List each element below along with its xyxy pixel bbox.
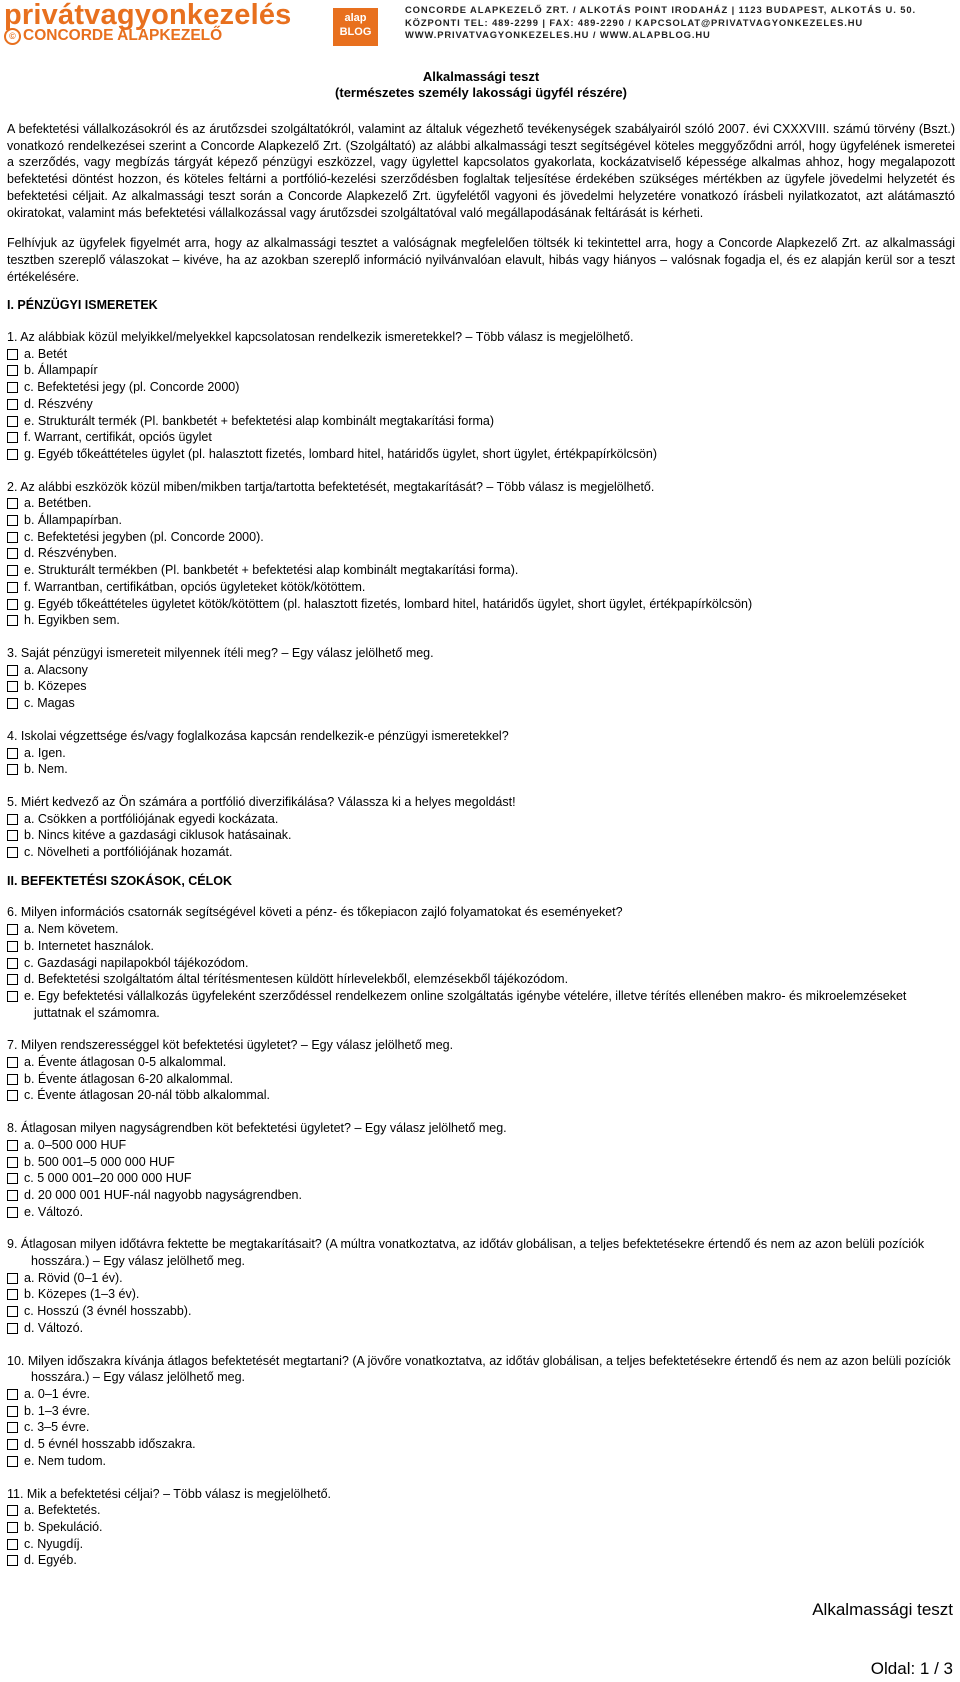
answer-option[interactable] [7, 1419, 955, 1436]
checkbox[interactable] [7, 830, 18, 841]
answer-label: e. Változó. [24, 1204, 84, 1219]
answer-option[interactable] [7, 1170, 955, 1187]
checkbox[interactable] [7, 1289, 18, 1300]
answer-option[interactable] [7, 1403, 955, 1420]
checkbox[interactable] [7, 1406, 18, 1417]
answer-option[interactable] [7, 1552, 955, 1569]
answer-label: f. Warrantban, certifikátban, opciós ügyleteket kötök/kötöttem. [24, 579, 366, 594]
checkbox[interactable] [7, 432, 18, 443]
answer-option[interactable] [7, 938, 955, 955]
answer-label: a. Betét [24, 346, 68, 361]
answer-label: b. Közepes [24, 679, 87, 694]
answer-option[interactable] [7, 1436, 955, 1453]
checkbox[interactable] [7, 365, 18, 376]
answer-label: b. Internetet használok. [24, 938, 154, 953]
answer-label: c. Befektetési jegy (pl. Concorde 2000) [24, 380, 240, 395]
answer-option[interactable] [7, 1137, 955, 1154]
answer-option[interactable] [7, 662, 955, 679]
question-text: 11. Mik a befektetési céljai? – Több válasz is megjelölhető. [7, 1486, 332, 1501]
answer-option[interactable] [7, 429, 955, 446]
intro-paragraph: A befektetési vállalkozásokról és az árutőzsdei szolgáltatókról, valamint az általuk végezhető tevékenységek szabályairól szóló 2007. évi CXXXVIII. számú törvény (Bszt.) vonatkozó rendelkezései szerint a Concorde Alapkezelő Zrt. (Szolgáltató) az alábbi alkalmassági teszt segítségével köteles meggyőződni arról, hogy ügyfelének ismeretei a szerződés, vagy megbízás tárgyát képező pénzügyi eszközzel, vagy ügylettel kapcsolatos gyakorlata, kockázatviselő képessége alkalmas ahhoz, hogy megalapozott befektetési döntést hozzon, és köteles feltárni a portfólió-kezelési szerződésben foglaltak teljesítése érdekében szükséges mértékben az ügyfele jövedelmi helyzetét és befektetési céljait. Az alkalmassági teszt során a Concorde Alapkezelő Zrt. ügyfelétől vagyoni és jövedelmi helyzetére vonatkozó írásbeli nyilatkozatot, azt alátámasztó okiratokat, valamint más befektetési vállalkozással vagy árutőzsdei szolgáltatóval való megállapodásának feltárását is kérheti. [7, 122, 955, 220]
question-text: 9. Átlagosan milyen időtávra fektette be megtakarításait? (A múltra vonatkoztatva, az időtáv globálisan, a teljes befektetésekre értendő és nem az azon belüli pozíciók hosszára.) – Egy válasz jelölhető meg. [7, 1237, 925, 1269]
question-q1 [7, 329, 955, 463]
answer-option[interactable] [7, 1519, 955, 1536]
logo-privatvagyonkezeles: privátvagyonkezelés [4, 0, 292, 31]
answer-label: b. Évente átlagosan 6-20 alkalommal. [24, 1071, 234, 1086]
answer-option[interactable] [7, 1536, 955, 1553]
answer-label: c. Gazdasági napilapokból tájékozódom. [24, 955, 249, 970]
answer-option[interactable] [7, 678, 955, 695]
answer-option[interactable] [7, 1054, 955, 1071]
address-line: CONCORDE ALAPKEZELŐ ZRT. / ALKOTÁS POINT IRODAHÁZ | 1123 BUDAPEST, ALKOTÁS U. 50. [405, 4, 916, 15]
answer-option[interactable] [7, 1154, 955, 1171]
answer-option[interactable] [7, 971, 955, 988]
checkbox[interactable] [7, 1439, 18, 1450]
document-subtitle: (természetes személy lakossági ügyfél részére) [335, 85, 627, 100]
checkbox[interactable] [7, 748, 18, 759]
document-title: Alkalmassági teszt [422, 69, 540, 84]
question-text: 5. Miért kedvező az Ön számára a portfólió diverzifikálása? Válassza ki a helyes megoldást! [7, 794, 516, 809]
answer-option[interactable] [7, 1453, 955, 1470]
checkbox[interactable] [7, 974, 18, 985]
question-q7 [7, 1037, 955, 1104]
question-text: 1. Az alábbiak közül melyikkel/melyekkel kapcsolatosan rendelkezik ismeretekkel? – Több válasz is megjelölhető. [7, 330, 634, 345]
answer-option[interactable] [7, 1204, 955, 1221]
answer-label: a. Alacsony [24, 662, 88, 677]
answer-label: d. Részvény [24, 396, 93, 411]
answer-label: c. Növelheti a portfóliójának hozamát. [24, 845, 233, 860]
answer-option[interactable] [7, 811, 955, 828]
company-address [405, 4, 916, 42]
answer-option[interactable] [7, 446, 955, 463]
answer-option[interactable] [7, 596, 955, 613]
checkbox[interactable] [7, 681, 18, 692]
letterhead [0, 0, 960, 50]
checkbox[interactable] [7, 991, 18, 1002]
answer-option[interactable] [7, 988, 955, 1021]
checkbox[interactable] [7, 1456, 18, 1467]
checkbox[interactable] [7, 941, 18, 952]
question-q2 [7, 479, 955, 629]
checkbox[interactable] [7, 599, 18, 610]
checkbox[interactable] [7, 515, 18, 526]
answer-label: c. 5 000 001–20 000 000 HUF [24, 1171, 192, 1186]
question-text: 3. Saját pénzügyi ismereteit milyennek ítéli meg? – Egy válasz jelölhető meg. [7, 645, 434, 660]
checkbox[interactable] [7, 1157, 18, 1168]
checkbox[interactable] [7, 1323, 18, 1334]
answer-label: f. Warrant, certifikát, opciós ügylet [24, 430, 212, 445]
answer-label: a. Rövid (0–1 év). [24, 1270, 123, 1285]
answer-label: d. 5 évnél hosszabb időszakra. [24, 1437, 196, 1452]
answer-label: c. Nyugdíj. [24, 1536, 84, 1551]
answer-option[interactable] [7, 745, 955, 762]
answer-option[interactable] [7, 761, 955, 778]
checkbox[interactable] [7, 565, 18, 576]
checkbox[interactable] [7, 615, 18, 626]
answer-label: c. Befektetési jegyben (pl. Concorde 2000). [24, 529, 264, 544]
answer-label: c. 3–5 évre. [24, 1420, 90, 1435]
checkbox[interactable] [7, 1306, 18, 1317]
checkbox[interactable] [7, 1539, 18, 1550]
answer-label: d. Változó. [24, 1320, 84, 1335]
checkbox[interactable] [7, 548, 18, 559]
answer-label: g. Egyéb tőkeáttételes ügyletet kötök/kötöttem (pl. halasztott fizetés, lombard hitel, határidős ügylet, short ügylet, értékpapírkölcsön) [24, 596, 753, 611]
section-heading-1: I. PÉNZÜGYI ISMERETEK [7, 298, 158, 313]
answer-option[interactable] [7, 1320, 955, 1337]
question-text: 10. Milyen időszakra kívánja átlagos befektetését megtartani? (A jövőre vonatkoztatva, az időtáv globálisan, a teljes befektetésekre értendő és nem az azon belüli pozíciók hosszára.) – Egy válasz jelölhető meg. [7, 1353, 951, 1385]
answer-label: b. Spekuláció. [24, 1519, 103, 1534]
answer-label: c. Magas [24, 696, 75, 711]
answer-label: b. Nincs kitéve a gazdasági ciklusok hatásainak. [24, 828, 292, 843]
contact-line: KÖZPONTI TEL: 489-2299 | FAX: 489-2290 / KAPCSOLAT@PRIVATVAGYONKEZELES.HU [405, 16, 864, 28]
answer-option[interactable] [7, 396, 955, 413]
answer-option[interactable] [7, 695, 955, 712]
answer-option[interactable] [7, 562, 955, 579]
answer-option[interactable] [7, 1087, 955, 1104]
question-text: 8. Átlagosan milyen nagyságrendben köt befektetési ügyletet? – Egy válasz jelölhető meg. [7, 1121, 507, 1136]
checkbox[interactable] [7, 958, 18, 969]
checkbox[interactable] [7, 1074, 18, 1085]
checkbox[interactable] [7, 399, 18, 410]
alapblog-logo [333, 8, 378, 46]
checkbox[interactable] [7, 1505, 18, 1516]
answer-option[interactable] [7, 379, 955, 396]
answer-option[interactable] [7, 362, 955, 379]
checkbox[interactable] [7, 582, 18, 593]
footer-title: Alkalmassági teszt [812, 1600, 953, 1619]
answer-option[interactable] [7, 579, 955, 596]
checkbox[interactable] [7, 698, 18, 709]
answer-option[interactable] [7, 1071, 955, 1088]
answer-label: d. Befektetési szolgáltatóm által térítésmentesen küldött hírlevelekből, elemzésekből tájékozódom. [24, 972, 569, 987]
answer-option[interactable] [7, 495, 955, 512]
answer-option[interactable] [7, 1286, 955, 1303]
answer-label: a. Betétben. [24, 496, 92, 511]
answer-label: b. 1–3 évre. [24, 1403, 91, 1418]
answer-label: a. 0–500 000 HUF [24, 1137, 127, 1152]
answer-label: e. Nem tudom. [24, 1453, 106, 1468]
question-q11 [7, 1486, 955, 1570]
checkbox[interactable] [7, 1555, 18, 1566]
logo-concorde [4, 27, 222, 45]
alapblog-logo-line2: BLOG [339, 26, 372, 38]
checkbox[interactable] [7, 665, 18, 676]
answer-option[interactable] [7, 1270, 955, 1287]
answer-label: b. Állampapírban. [24, 513, 122, 528]
answer-option[interactable] [7, 1502, 955, 1519]
checkbox[interactable] [7, 349, 18, 360]
checkbox[interactable] [7, 1057, 18, 1068]
answer-option[interactable] [7, 413, 955, 430]
answer-label: b. Állampapír [24, 363, 98, 378]
answer-option[interactable] [7, 827, 955, 844]
question-text: 6. Milyen információs csatornák segítségével követi a pénz- és tőkepiacon zajló folyamatokat és eseményeket? [7, 905, 623, 920]
copyright-icon: © [4, 28, 21, 45]
answer-label: a. Csökken a portfóliójának egyedi kockázata. [24, 811, 279, 826]
question-text: 7. Milyen rendszerességgel köt befektetési ügyletet? – Egy válasz jelölhető meg. [7, 1038, 454, 1053]
question-q3 [7, 645, 955, 712]
checkbox[interactable] [7, 449, 18, 460]
section-heading-2: II. BEFEKTETÉSI SZOKÁSOK, CÉLOK [7, 873, 233, 888]
checkbox[interactable] [7, 1207, 18, 1218]
checkbox[interactable] [7, 1173, 18, 1184]
checkbox[interactable] [7, 814, 18, 825]
answer-label: d. 20 000 001 HUF-nál nagyobb nagyságrendben. [24, 1187, 302, 1202]
answer-label: d. Egyéb. [24, 1553, 77, 1568]
website-line: WWW.PRIVATVAGYONKEZELES.HU / WWW.ALAPBLOG.HU [405, 29, 711, 41]
checkbox[interactable] [7, 1140, 18, 1151]
answer-label: e. Strukturált termékben (Pl. bankbetét + befektetési alap kombinált megtakarítási forma). [24, 563, 519, 578]
checkbox[interactable] [7, 416, 18, 427]
answer-label: a. 0–1 évre. [24, 1387, 91, 1401]
answer-option[interactable] [7, 955, 955, 972]
answer-label: a. Évente átlagosan 0-5 alkalommal. [24, 1055, 227, 1070]
answer-option[interactable] [7, 1386, 955, 1403]
answer-label: b. Nem. [24, 762, 68, 777]
answer-label: b. Közepes (1–3 év). [24, 1287, 140, 1302]
question-q4 [7, 728, 955, 778]
alapblog-logo-line1: alap [344, 12, 367, 24]
answer-label: g. Egyéb tőkeáttételes ügylet (pl. halasztott fizetés, lombard hitel, határidős ügylet, short ügylet, értékpapírkölcsön) [24, 446, 657, 461]
answer-option[interactable] [7, 545, 955, 562]
question-q9 [7, 1236, 955, 1336]
checkbox[interactable] [7, 764, 18, 775]
answer-label: a. Befektetés. [24, 1503, 101, 1518]
answer-option[interactable] [7, 529, 955, 546]
answer-option[interactable] [7, 844, 955, 861]
answer-label: c. Évente átlagosan 20-nál több alkalommal. [24, 1088, 270, 1103]
answer-label: e. Strukturált termék (Pl. bankbetét + befektetési alap kombinált megtakarítási forma) [24, 413, 495, 428]
checkbox[interactable] [7, 498, 18, 509]
checkbox[interactable] [7, 924, 18, 935]
checkbox[interactable] [7, 382, 18, 393]
answer-option[interactable] [7, 1187, 955, 1204]
question-q8 [7, 1120, 955, 1220]
answer-label: b. 500 001–5 000 000 HUF [24, 1154, 175, 1169]
answer-label: e. Egy befektetési vállalkozás ügyfeleként szerződéssel rendelkezem online szolgáltatás igénybe vételére, illetve térítés ellenében makro- és mikroelemzéseket juttatnak el számomra. [24, 988, 907, 1020]
document-body [7, 69, 955, 1569]
answer-option[interactable] [7, 612, 955, 629]
section-2-questions [7, 904, 955, 1569]
checkbox[interactable] [7, 532, 18, 543]
answer-label: c. Hosszú (3 évnél hosszabb). [24, 1304, 192, 1319]
answer-option[interactable] [7, 1303, 955, 1320]
checkbox[interactable] [7, 847, 18, 858]
answer-label: h. Egyikben sem. [24, 613, 120, 628]
checkbox[interactable] [7, 1273, 18, 1284]
notice-paragraph: Felhívjuk az ügyfelek figyelmét arra, hogy az alkalmassági tesztet a valóságnak megfelelően töltsék ki tekintettel arra, hogy a Concorde Alapkezelő Zrt. az alkalmassági tesztben szereplő válaszokat – kivéve, ha az azokban szereplő információ nyilvánvalóan elavult, hibás vagy hiányos – valósnak fogadja el, és ez alapján kerül sor a teszt értékelésére. [7, 236, 955, 284]
answer-option[interactable] [7, 512, 955, 529]
checkbox[interactable] [7, 1090, 18, 1101]
checkbox[interactable] [7, 1389, 18, 1400]
checkbox[interactable] [7, 1522, 18, 1533]
checkbox[interactable] [7, 1190, 18, 1201]
question-q10 [7, 1353, 955, 1470]
question-text: 4. Iskolai végzettsége és/vagy foglalkozása kapcsán rendelkezik-e pénzügyi ismeretekkel? [7, 728, 509, 743]
answer-label: a. Nem követem. [24, 922, 119, 937]
answer-label: d. Részvényben. [24, 546, 118, 561]
checkbox[interactable] [7, 1422, 18, 1433]
answer-label: a. Igen. [24, 745, 66, 760]
section-1-questions [7, 329, 955, 861]
page-number: Oldal: 1 / 3 [870, 1659, 953, 1678]
question-text: 2. Az alábbi eszközök közül miben/mikben tartja/tartotta befektetését, megtakarítását? – Több válasz is megjelölhető. [7, 479, 655, 494]
logo-sub-text: CONCORDE ALAPKEZELŐ [23, 27, 223, 44]
question-q6 [7, 904, 955, 1021]
question-q5 [7, 794, 955, 861]
answer-option[interactable] [7, 921, 955, 938]
answer-option[interactable] [7, 346, 955, 363]
